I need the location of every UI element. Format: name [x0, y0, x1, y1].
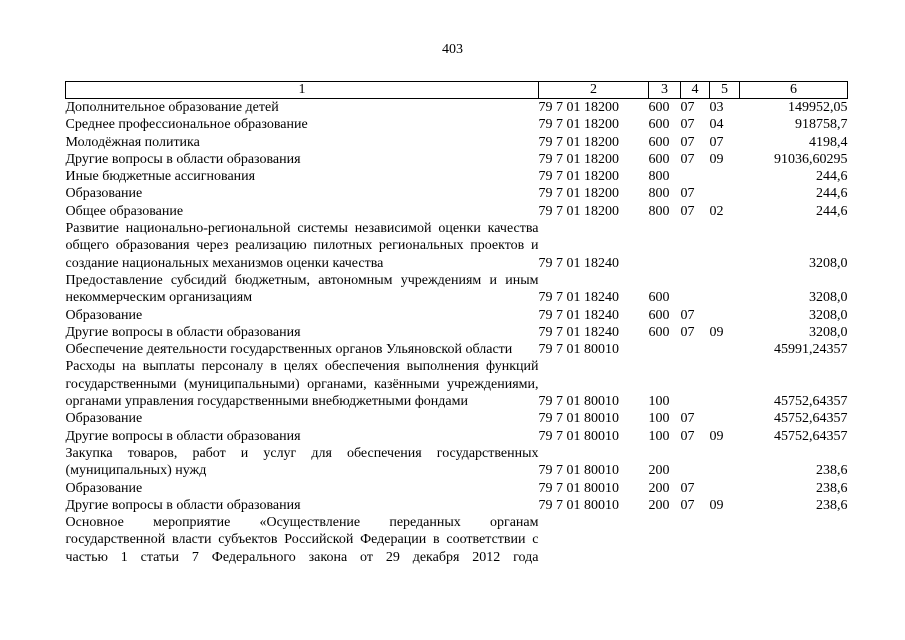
row-name: Образование — [65, 307, 143, 323]
row-code: 79 7 01 80010 — [538, 497, 619, 513]
table-row — [66, 134, 848, 151]
row-col-3: 100 — [648, 394, 670, 410]
row-name: Другие вопросы в области образования — [65, 497, 301, 513]
row-amount: 238,6 — [816, 497, 848, 513]
row-amount: 3208,0 — [809, 255, 848, 271]
row-col-5: 09 — [709, 151, 724, 167]
table-row — [66, 497, 848, 514]
table-row — [66, 428, 848, 445]
row-name: Основное мероприятие «Осуществление переданных органам государственной власти субъектов Российской Федерации в соответствии с частью 1 статьи 7 Федерального закона от 29 декабря 2012 года — [65, 515, 539, 565]
row-name: Предоставление субсидий бюджетным, автономным учреждениям и иным некоммерческим организациям — [65, 272, 539, 306]
row-col-5 — [710, 185, 740, 202]
row-col-3: 800 — [648, 169, 670, 185]
row-code: 79 7 01 18200 — [538, 169, 619, 185]
row-col-3 — [649, 220, 681, 272]
row-code: 79 7 01 80010 — [538, 394, 619, 410]
table-header-row — [66, 82, 848, 99]
row-name: Образование — [65, 480, 143, 496]
row-code: 79 7 01 18240 — [538, 255, 619, 271]
row-col-3: 200 — [648, 497, 670, 513]
table-body — [66, 99, 848, 567]
row-amount: 4198,4 — [809, 134, 848, 150]
row-amount: 918758,7 — [795, 117, 848, 133]
row-col-5 — [710, 220, 740, 272]
row-col-3: 600 — [648, 117, 670, 133]
row-col-5 — [710, 341, 740, 358]
row-col-4: 07 — [680, 203, 695, 219]
row-amount: 45752,64357 — [774, 428, 848, 444]
row-amount: 3208,0 — [809, 290, 848, 306]
table-row — [66, 272, 848, 307]
row-col-3: 600 — [648, 100, 670, 115]
row-col-5 — [710, 272, 740, 307]
row-col-4: 07 — [680, 428, 695, 444]
row-name: Обеспечение деятельности государственных органов Ульяновской области — [65, 342, 513, 358]
row-code: 79 7 01 18200 — [538, 117, 619, 133]
row-col-4 — [681, 341, 710, 358]
row-amount: 45752,64357 — [774, 411, 848, 427]
table-row — [66, 480, 848, 497]
row-code: 79 7 01 18200 — [538, 186, 619, 202]
row-code: 79 7 01 18200 — [538, 203, 619, 219]
table-row — [66, 203, 848, 220]
table-row — [66, 220, 848, 272]
row-col-5 — [710, 480, 740, 497]
row-code: 79 7 01 80010 — [538, 463, 619, 479]
row-amount: 244,6 — [816, 203, 848, 219]
row-name: Образование — [65, 186, 143, 202]
row-name: Молодёжная политика — [65, 134, 200, 150]
row-code — [539, 514, 649, 566]
row-col-3: 600 — [648, 307, 670, 323]
header-col-3: 3 — [649, 82, 681, 99]
row-name: Среднее профессиональное образование — [65, 117, 308, 133]
table-row — [66, 445, 848, 480]
row-code: 79 7 01 18200 — [538, 100, 619, 115]
row-name: Другие вопросы в области образования — [65, 428, 301, 444]
budget-table — [65, 81, 848, 566]
row-code: 79 7 01 18240 — [538, 307, 619, 323]
table-row — [66, 341, 848, 358]
table-row — [66, 116, 848, 133]
row-amount: 149952,05 — [788, 100, 848, 115]
table-row — [66, 99, 848, 117]
row-col-5: 03 — [709, 100, 724, 115]
row-col-4 — [681, 168, 710, 185]
header-col-4: 4 — [681, 82, 710, 99]
row-col-3: 100 — [648, 411, 670, 427]
row-col-3: 600 — [648, 290, 670, 306]
row-col-5 — [710, 445, 740, 480]
row-col-3: 600 — [648, 324, 670, 340]
row-amount: 45991,24357 — [774, 342, 848, 358]
row-col-5 — [710, 410, 740, 427]
row-code: 79 7 01 18240 — [538, 290, 619, 306]
row-code: 79 7 01 18240 — [538, 324, 619, 340]
row-col-3 — [649, 514, 681, 566]
row-col-5: 09 — [709, 497, 724, 513]
row-col-4: 07 — [680, 497, 695, 513]
row-name: Иные бюджетные ассигнования — [65, 169, 256, 185]
row-amount: 91036,60295 — [774, 151, 848, 167]
row-col-5: 09 — [709, 428, 724, 444]
row-col-3: 800 — [648, 186, 670, 202]
table-row — [66, 151, 848, 168]
row-amount: 3208,0 — [809, 307, 848, 323]
row-amount — [740, 514, 848, 566]
row-code: 79 7 01 18200 — [538, 151, 619, 167]
row-col-3 — [649, 341, 681, 358]
row-col-5 — [710, 307, 740, 324]
row-col-5 — [710, 514, 740, 566]
row-col-3: 600 — [648, 151, 670, 167]
row-amount: 45752,64357 — [774, 394, 848, 410]
table-row — [66, 168, 848, 185]
table-row — [66, 410, 848, 427]
row-amount: 3208,0 — [809, 324, 848, 340]
table-row — [66, 324, 848, 341]
header-col-6: 6 — [740, 82, 848, 99]
row-code: 79 7 01 80010 — [538, 411, 619, 427]
table-row — [66, 358, 848, 410]
row-code: 79 7 01 80010 — [538, 480, 619, 496]
row-col-3: 200 — [648, 480, 670, 496]
row-name: Общее образование — [65, 203, 184, 219]
row-col-4 — [681, 358, 710, 410]
row-col-4 — [681, 272, 710, 307]
table-row — [66, 514, 848, 566]
row-col-4: 07 — [680, 117, 695, 133]
row-col-5: 02 — [709, 203, 724, 219]
row-col-5 — [710, 358, 740, 410]
row-col-4: 07 — [680, 411, 695, 427]
row-name: Закупка товаров, работ и услуг для обеспечения государственных (муниципальных) нужд — [65, 445, 539, 479]
row-name: Образование — [65, 411, 143, 427]
row-code: 79 7 01 80010 — [538, 342, 619, 358]
row-col-3: 200 — [648, 463, 670, 479]
header-col-5: 5 — [710, 82, 740, 99]
row-name: Другие вопросы в области образования — [65, 151, 301, 167]
row-col-4: 07 — [680, 480, 695, 496]
row-col-4 — [681, 445, 710, 480]
row-col-4: 07 — [680, 324, 695, 340]
row-name: Расходы на выплаты персоналу в целях обеспечения выполнения функций государственными (муниципальными) органами, казёнными учреждениями, органами управления государственными внебюджетными фондами — [65, 359, 539, 410]
row-col-5: 04 — [709, 117, 724, 133]
row-col-4: 07 — [680, 307, 695, 323]
table-row — [66, 185, 848, 202]
row-col-5: 09 — [709, 324, 724, 340]
row-amount: 244,6 — [816, 186, 848, 202]
row-name: Развитие национально-региональной системы независимой оценки качества общего образования через реализацию пилотных региональных проектов и создание национальных механизмов оценки качества — [65, 221, 539, 271]
table-row — [66, 307, 848, 324]
row-code: 79 7 01 18200 — [538, 134, 619, 150]
row-col-3: 100 — [648, 428, 670, 444]
row-name: Другие вопросы в области образования — [65, 324, 301, 340]
row-name: Дополнительное образование детей — [65, 100, 279, 115]
row-col-4: 07 — [680, 151, 695, 167]
row-col-3: 600 — [648, 134, 670, 150]
row-col-5: 07 — [709, 134, 724, 150]
row-amount: 238,6 — [816, 463, 848, 479]
row-col-4 — [681, 514, 710, 566]
row-col-5 — [710, 168, 740, 185]
row-code: 79 7 01 80010 — [538, 428, 619, 444]
row-col-4: 07 — [680, 100, 695, 115]
row-col-4: 07 — [680, 134, 695, 150]
header-col-2: 2 — [539, 82, 649, 99]
row-col-4: 07 — [680, 186, 695, 202]
header-col-1: 1 — [66, 82, 539, 99]
row-amount: 238,6 — [816, 480, 848, 496]
row-col-3: 800 — [648, 203, 670, 219]
page-number: 403 — [442, 42, 463, 57]
row-amount: 244,6 — [816, 169, 848, 185]
row-col-4 — [681, 220, 710, 272]
